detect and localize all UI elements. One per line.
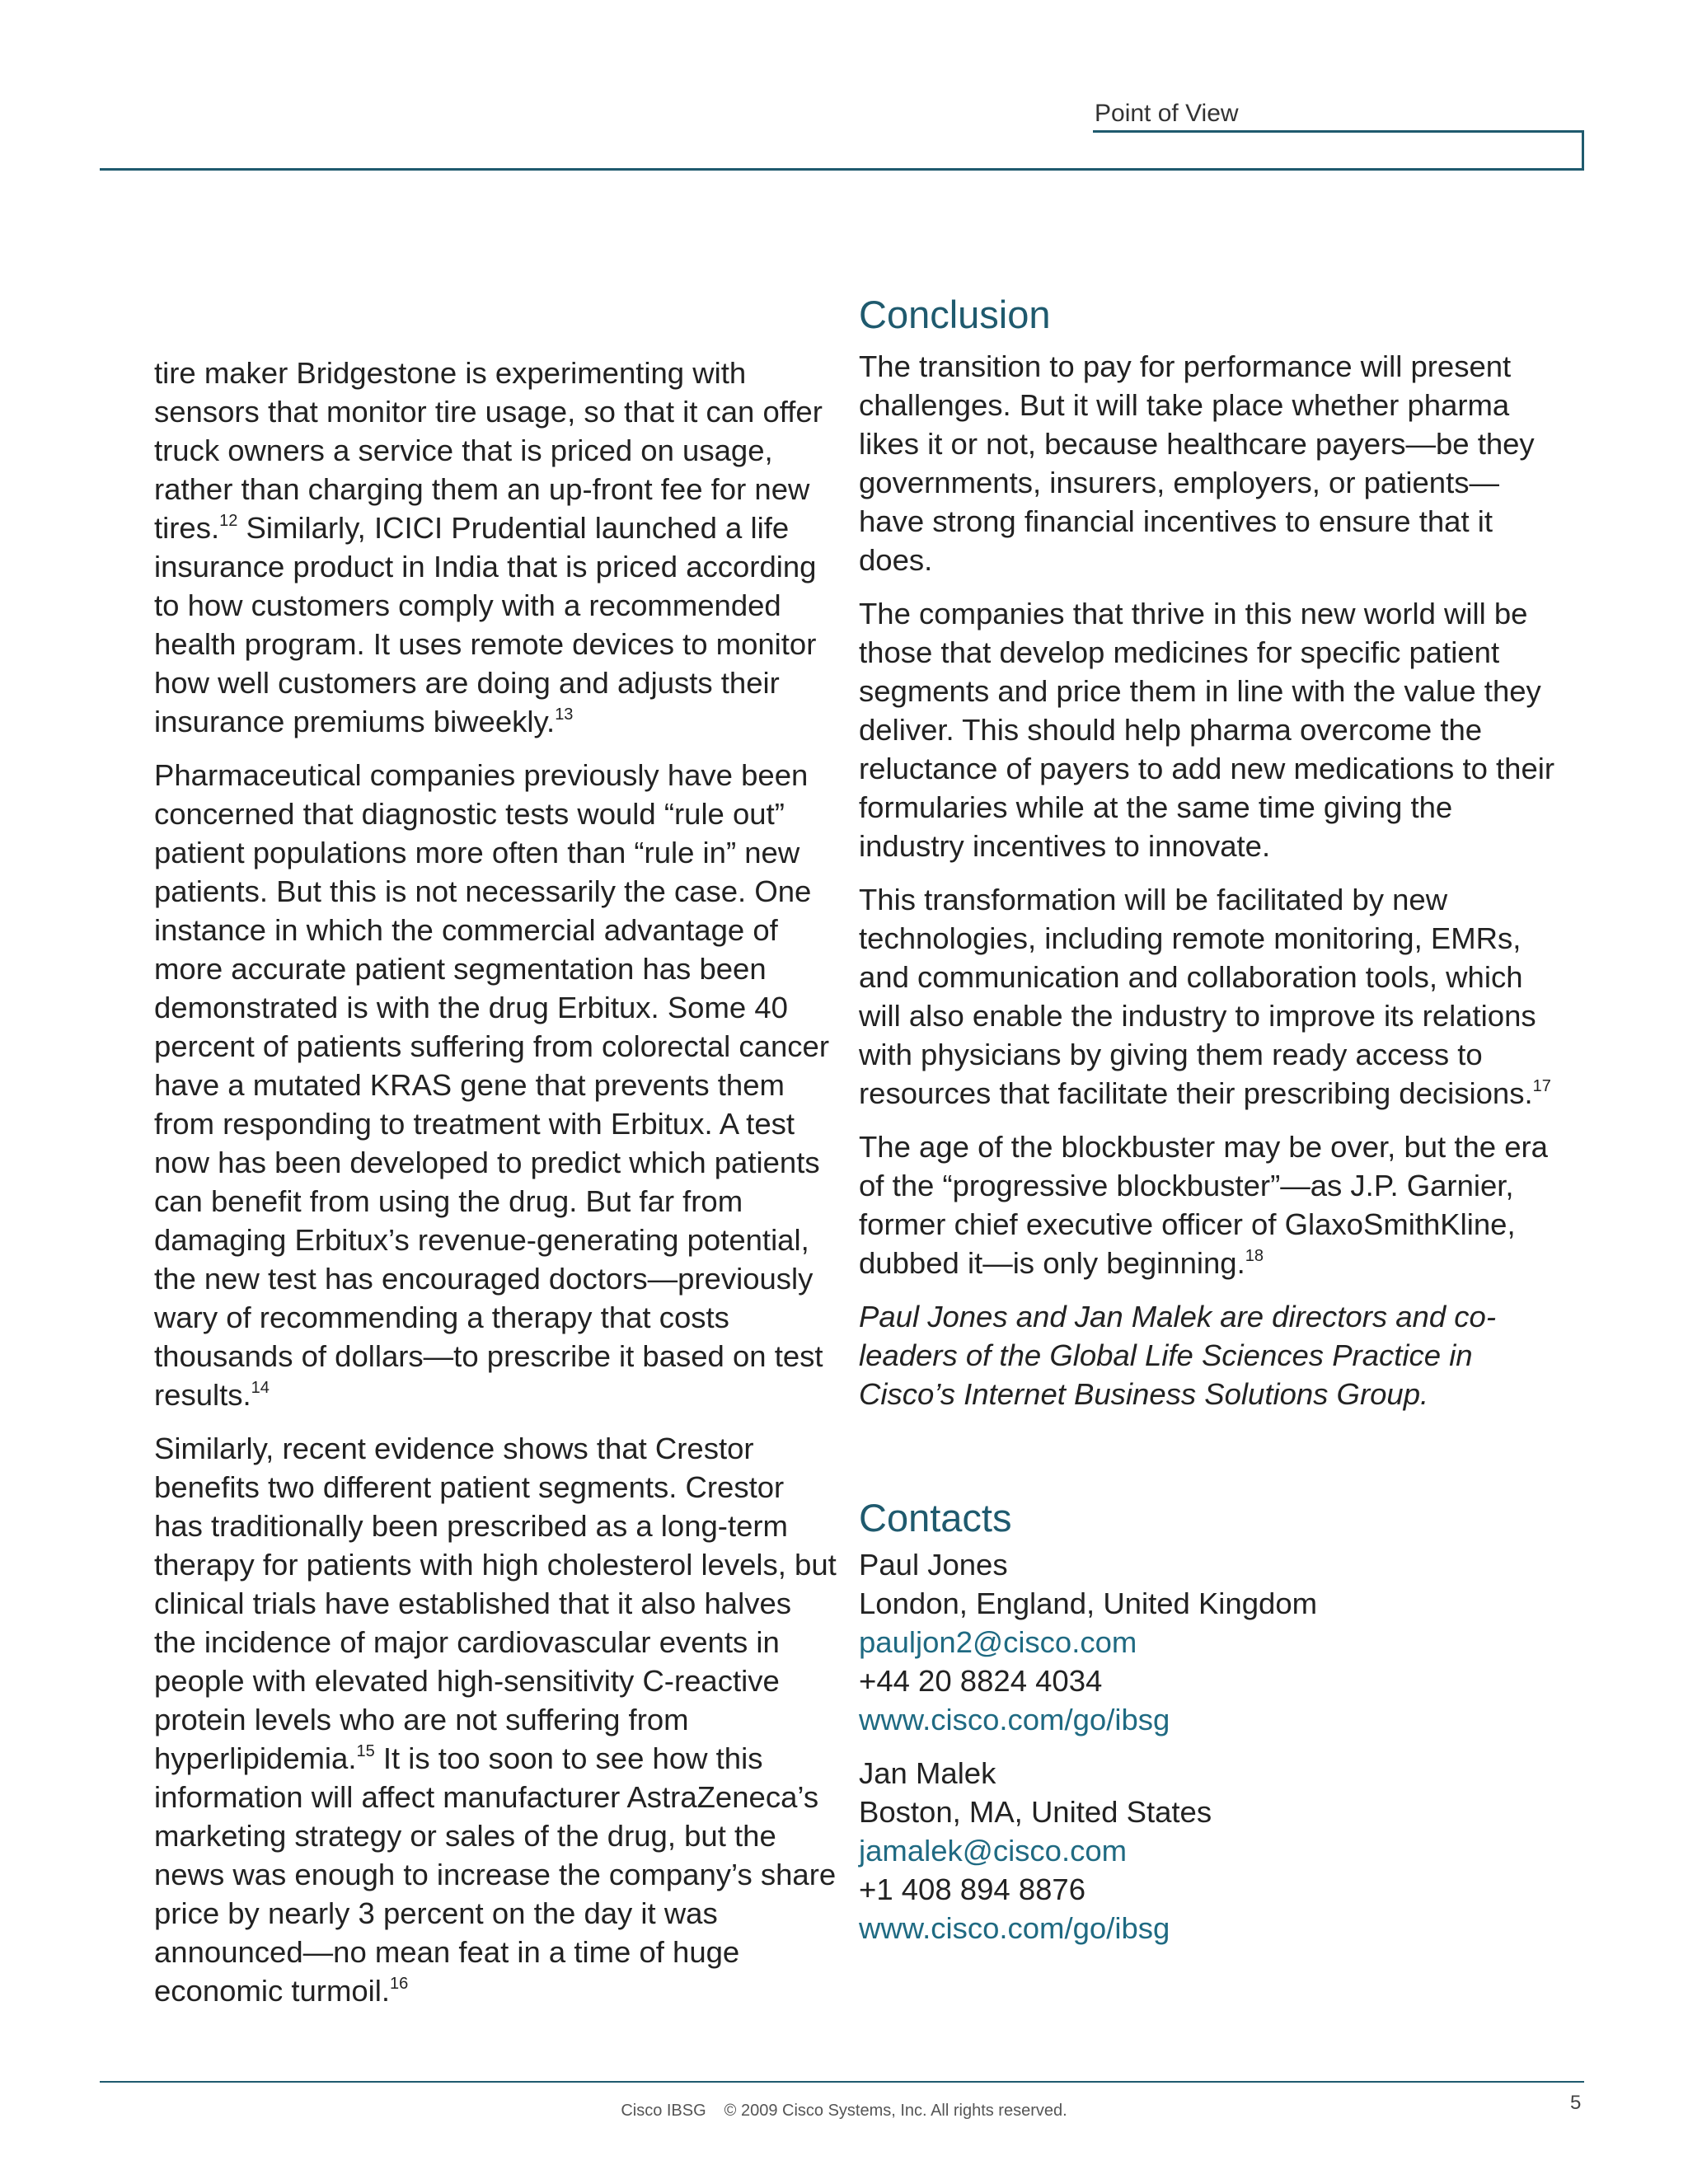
contact-card xyxy=(859,1545,1555,1739)
paragraph-bridgestone: tire maker Bridgestone is experimenting with sensors that monitor tire usage, so that it can offer truck owners a service that is priced on usage, rather than charging them an up-front fee for new tires.$^{12}$ Similarly, ICICI Prudential launched a life insurance product in India that is priced according to how customers comply with a recommended health program. It uses remote devices to monitor how well customers are doing and adjusts their insurance premiums biweekly.$^{13}$ xyxy=(154,356,823,738)
footnote-ref: 12 xyxy=(219,511,238,530)
contact-website-link[interactable]: www.cisco.com/go/ibsg xyxy=(859,1703,1170,1736)
contact-phone: +1 408 894 8876 xyxy=(859,1872,1086,1906)
header-tab-frame xyxy=(1093,130,1584,168)
contact-website-link[interactable]: www.cisco.com/go/ibsg xyxy=(859,1911,1170,1945)
footer-divider xyxy=(100,2081,1584,2083)
right-column xyxy=(859,288,1555,1962)
contact-name: Paul Jones xyxy=(859,1548,1008,1582)
contacts-heading: Contacts xyxy=(859,1496,1012,1540)
footer-brand: Cisco IBSG xyxy=(621,2102,706,2120)
contact-location: Boston, MA, United States xyxy=(859,1795,1212,1829)
page-number: 5 xyxy=(1570,2092,1582,2114)
footnote-ref: 18 xyxy=(1245,1246,1264,1265)
footer xyxy=(0,2102,1688,2121)
paragraph-crestor: Similarly, recent evidence shows that Crestor benefits two different patient segments. Crestor has traditionally been prescribed as a long-term therapy for patients with high cholesterol levels, but clinical trials have established that it also halves the incidence of major cardiovascular events in people with elevated high-sensitivity C-reactive protein levels who are not suffering from hyperlipidemia.$^{15}$ It is too soon to see how this information will affect manufacturer AstraZeneca’s marketing strategy or sales of the drug, but the news was enough to increase the company’s share price by nearly 3 percent on the day it was announced—no mean feat in a time of huge economic turmoil.$^{16}$ xyxy=(154,1432,837,2008)
footnote-ref: 17 xyxy=(1532,1076,1551,1095)
contact-card xyxy=(859,1754,1555,1947)
footer-copyright: © 2009 Cisco Systems, Inc. All rights reserved. xyxy=(724,2102,1067,2120)
conclusion-heading: Conclusion xyxy=(859,293,1051,336)
contact-name: Jan Malek xyxy=(859,1756,996,1790)
paragraph-blockbuster: The age of the blockbuster may be over, but the era of the “progressive blockbuster”—as J.P. Garnier, former chief executive officer of GlaxoSmithKline, dubbed it—is only beginning.$^{18}$ xyxy=(859,1130,1548,1280)
paragraph-companies: The companies that thrive in this new world will be those that develop medicines for specific patient segments and price them in line with the value they deliver. This should help pharma overcome the reluctance of payers to add new medications to their formularies while at the same time giving the industry incentives to innovate. xyxy=(859,597,1555,863)
paragraph-transformation: This transformation will be facilitated by new technologies, including remote monitoring, EMRs, and communication and collaboration tools, which will also enable the industry to improve its relations with physicians by giving them ready access to resources that facilitate their prescribing decisions.$^{17}$ xyxy=(859,883,1551,1110)
paragraph-transition: The transition to pay for performance will present challenges. But it will take place whether pharma likes it or not, because healthcare payers—be they governments, insurers, employers, or patients—have strong financial incentives to ensure that it does. xyxy=(859,349,1535,577)
section-label: Point of View xyxy=(1095,100,1239,127)
contact-email-link[interactable]: pauljon2@cisco.com xyxy=(859,1625,1137,1659)
left-column xyxy=(154,354,838,2025)
footnote-ref: 16 xyxy=(390,1974,409,1993)
author-note: Paul Jones and Jan Malek are directors and co-leaders of the Global Life Sciences Practice in Cisco’s Internet Business Solutions Group. xyxy=(859,1300,1497,1411)
contact-phone: +44 20 8824 4034 xyxy=(859,1664,1103,1698)
contact-email-link[interactable]: jamalek@cisco.com xyxy=(859,1834,1128,1868)
footnote-ref: 13 xyxy=(555,705,574,724)
header-divider xyxy=(100,168,1584,171)
contact-location: London, England, United Kingdom xyxy=(859,1586,1318,1620)
footnote-ref: 14 xyxy=(251,1378,270,1397)
paragraph-erbitux: Pharmaceutical companies previously have been concerned that diagnostic tests would “rule out” patient populations more often than “rule in” new patients. But this is not necessarily the case. One instance in which the commercial advantage of more accurate patient segmentation has been demonstrated is with the drug Erbitux. Some 40 percent of patients suffering from colorectal cancer have a mutated KRAS gene that prevents them from responding to treatment with Erbitux. A test now has been developed to predict which patients can benefit from using the drug. But far from damaging Erbitux’s revenue-generating potential, the new test has encouraged doctors—previously wary of recommending a therapy that costs thousands of dollars—to prescribe it based on test results.$^{14}$ xyxy=(154,758,829,1412)
footnote-ref: 15 xyxy=(356,1741,375,1760)
